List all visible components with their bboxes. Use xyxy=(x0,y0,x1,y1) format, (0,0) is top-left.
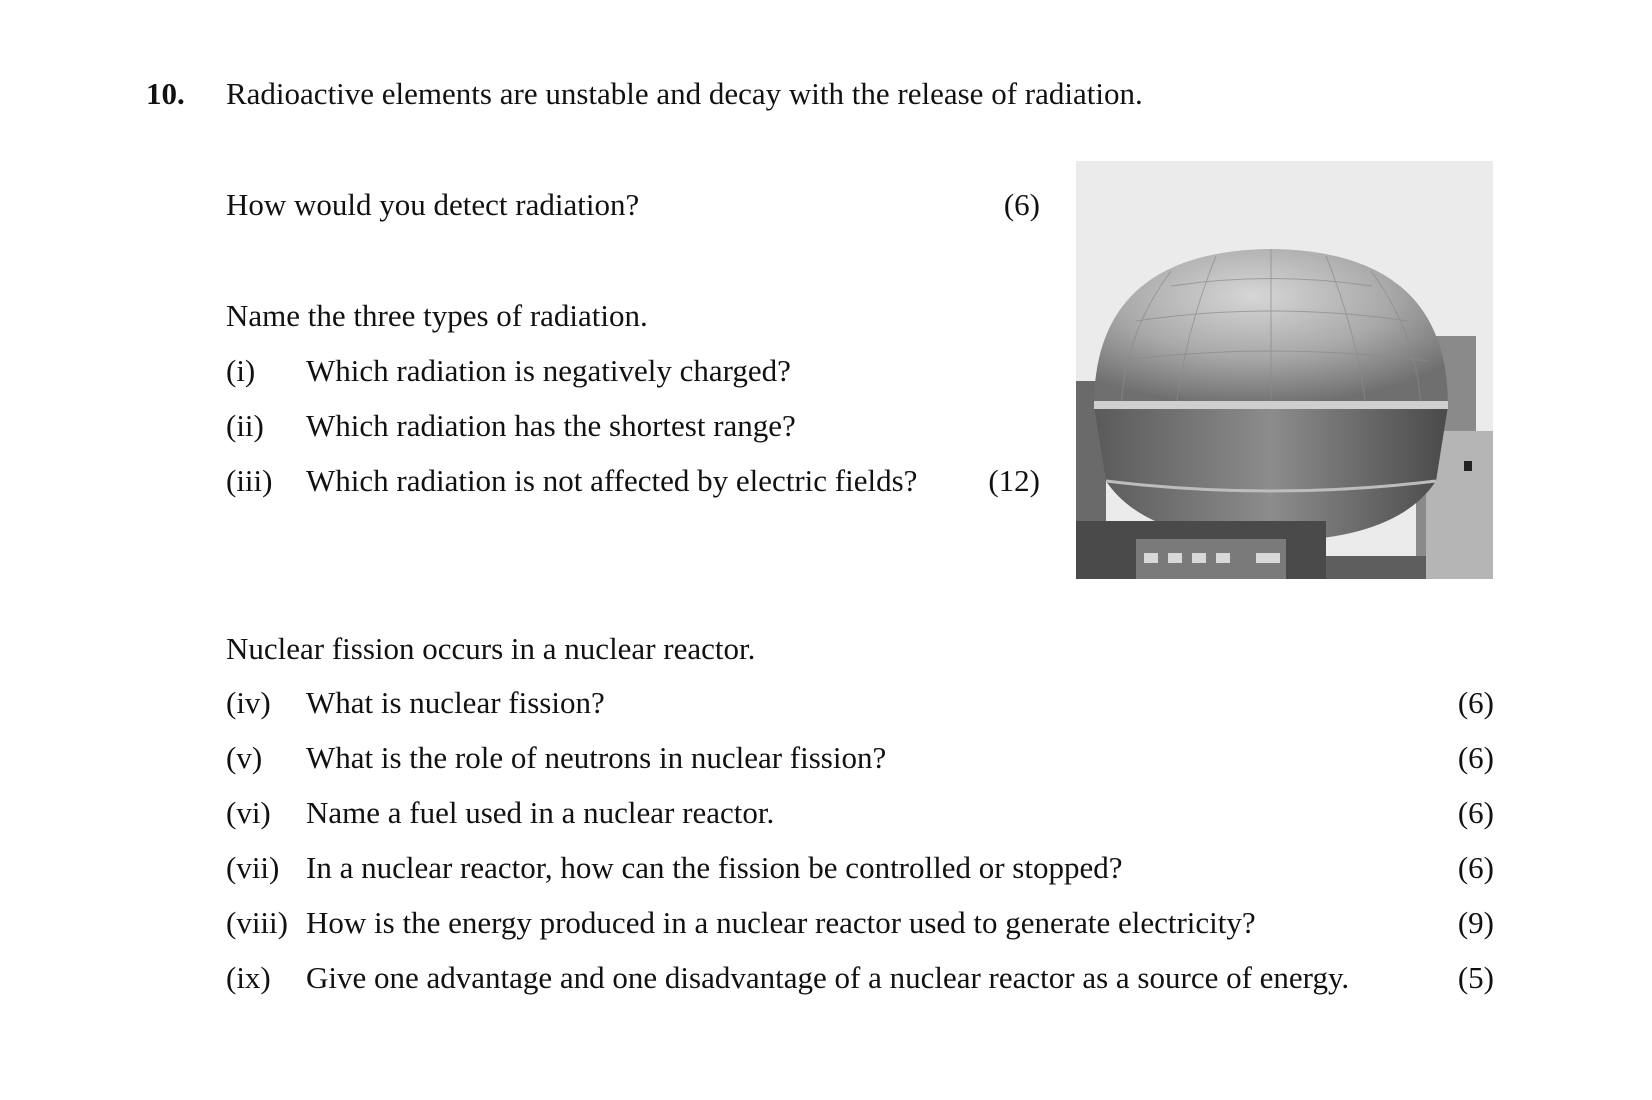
fission-intro: Nuclear fission occurs in a nuclear reactor. xyxy=(226,631,756,666)
part-label-iv: (iv) xyxy=(226,685,271,720)
part-marks-vi: (6) xyxy=(1457,795,1494,830)
detect-marks: (6) xyxy=(1003,187,1040,222)
part-label-ii: (ii) xyxy=(226,408,264,443)
question-intro: Radioactive elements are unstable and decay with the release of radiation. xyxy=(226,76,1143,111)
part-marks-v: (6) xyxy=(1457,740,1494,775)
part-label-i: (i) xyxy=(226,353,256,388)
part-marks-iii: (12) xyxy=(988,463,1040,498)
part-label-vi: (vi) xyxy=(226,795,271,830)
part-label-vii: (vii) xyxy=(226,850,280,885)
part-label-ix: (ix) xyxy=(226,960,271,995)
part-label-viii: (viii) xyxy=(226,905,288,940)
reactor-dome-illustration xyxy=(1076,161,1493,579)
part-marks-viii: (9) xyxy=(1457,905,1494,940)
reactor-photo xyxy=(1076,161,1493,579)
part-marks-ix: (5) xyxy=(1457,960,1494,995)
part-text-v: What is the role of neutrons in nuclear fission? xyxy=(306,740,887,775)
detect-question: How would you detect radiation? xyxy=(226,187,640,222)
part-marks-iv: (6) xyxy=(1457,685,1494,720)
part-text-ix: Give one advantage and one disadvantage of a nuclear reactor as a source of energy. xyxy=(306,960,1350,995)
part-text-i: Which radiation is negatively charged? xyxy=(306,353,791,388)
types-intro: Name the three types of radiation. xyxy=(226,298,648,333)
question-number: 10. xyxy=(146,76,185,111)
part-text-iii: Which radiation is not affected by electric fields? xyxy=(306,463,918,498)
part-text-vii: In a nuclear reactor, how can the fission be controlled or stopped? xyxy=(306,850,1123,885)
part-label-v: (v) xyxy=(226,740,263,775)
part-text-iv: What is nuclear fission? xyxy=(306,685,605,720)
part-label-iii: (iii) xyxy=(226,463,273,498)
part-marks-vii: (6) xyxy=(1457,850,1494,885)
part-text-ii: Which radiation has the shortest range? xyxy=(306,408,796,443)
part-text-vi: Name a fuel used in a nuclear reactor. xyxy=(306,795,775,830)
part-text-viii: How is the energy produced in a nuclear reactor used to generate electricity? xyxy=(306,905,1256,940)
